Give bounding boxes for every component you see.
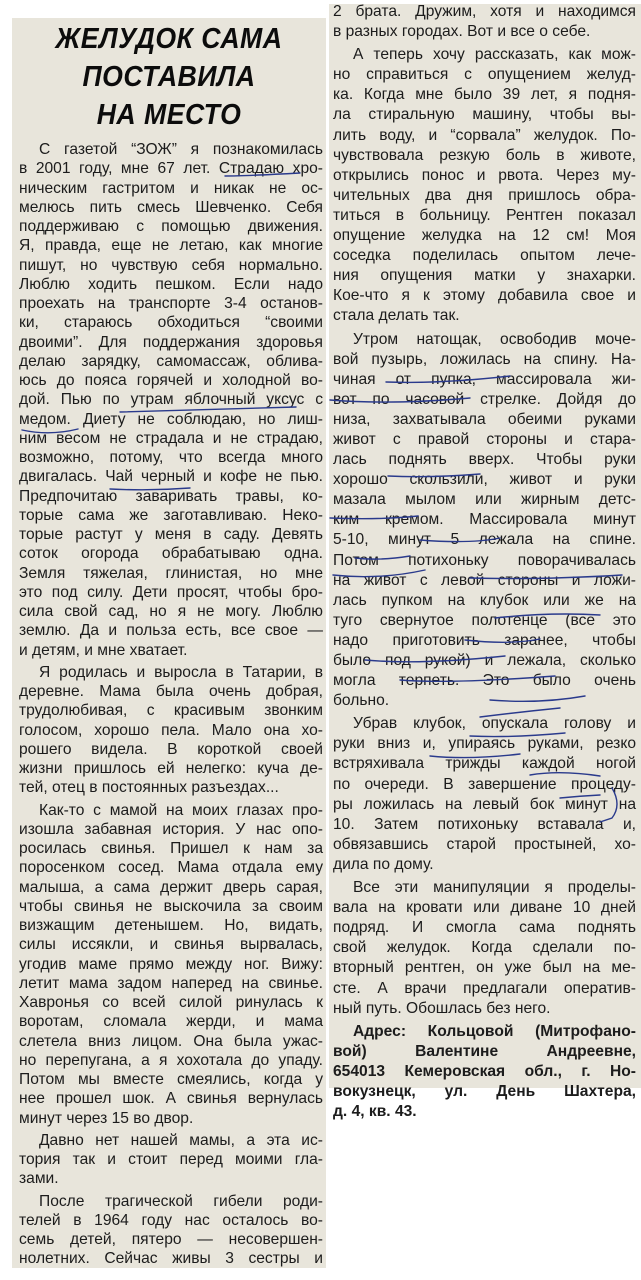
text-line: свой желудок. Когда сделали по- [333, 939, 636, 957]
text-line: ла стиральную машину, чтобы вы- [333, 106, 636, 124]
text-line: вторный рентген, он уже был на ме- [333, 959, 636, 977]
text-line: руки вниз и, упираясь руками, резко [333, 735, 636, 753]
article-paragraph [333, 714, 636, 875]
text-line: в разных городах. Вот и все о себе. [333, 23, 591, 41]
article-headline [25, 20, 314, 134]
text-line: лась поднять вверх. Чтобы руки [333, 451, 636, 469]
text-line: слетела вниз лицом. Она была ужас- [19, 1032, 323, 1050]
text-line: ки, стараюсь обходиться “своими [19, 314, 323, 332]
text-line: трудолюбивая, с красивым звонким [19, 702, 323, 720]
article-paragraph [19, 1131, 323, 1189]
text-line: А теперь хочу рассказать, как мож- [353, 46, 636, 64]
article-paragraph [333, 2, 636, 42]
text-line: туго свернутое полотенце (все это [333, 611, 636, 629]
text-line: подряд. И смогла сама поднять [333, 919, 636, 937]
text-line: д. 4, кв. 43. [333, 1103, 417, 1121]
text-line: низа, захватывала обеими руками [333, 410, 636, 428]
text-line: стала делать так. [333, 307, 460, 325]
text-line: вала на кровати или диване 10 дней [333, 899, 636, 917]
text-line: было под рукой) и лежала, сколько [333, 652, 636, 669]
text-line: вой) Валентине Андреевне, [333, 1042, 636, 1060]
text-line: двоими”. Для поддержания здоровья [19, 333, 323, 351]
text-line: сила свой сад, но я не могу. Люблю [19, 603, 323, 620]
headline-line: НА МЕСТО [96, 99, 242, 131]
text-line: надо приготовить заранее, чтобы [333, 631, 636, 649]
text-line: Хавронья со всей силой ринулась к [19, 994, 323, 1011]
text-line: нолетних. Сейчас живы 3 сестры и [19, 1250, 323, 1268]
text-line: встряхивала трижды каждой ногой [333, 755, 636, 773]
text-line: 2 брата. Дружим, хотя и находимся [333, 3, 636, 20]
text-line: деревне. Мама была очень добрая, [19, 683, 323, 700]
headline-line: ПОСТАВИЛА [82, 61, 256, 93]
text-line: землю. Да и польза есть, все свое — [19, 622, 323, 640]
text-line: лась пупком на клубок или же на [333, 591, 636, 609]
text-line: хорошо скользили, живот и руки [333, 471, 636, 489]
text-line: соток огорода обрабатываю одна. [19, 545, 323, 563]
text-line: нее прошел шок. А свинья вернулась [19, 1090, 323, 1108]
text-line: изошла забавная история. У нас опо- [19, 820, 323, 838]
article-column-right [333, 2, 636, 1125]
text-line: обвязавшись старой простыней, хо- [333, 835, 636, 853]
text-line: голосом, хорошо пела. Мало она хо- [19, 721, 323, 739]
text-line: ническим гастритом и никак не ос- [19, 179, 323, 197]
text-line: чительных два дня пришлось обра- [333, 186, 636, 204]
text-line: поросенком сосед. Мама отдала ему [19, 859, 323, 877]
text-line: юсь до пояса горячей и холодной во- [19, 372, 323, 389]
text-line: открылись понос и рвота. Через му- [333, 166, 636, 184]
text-line: титься в больницу. Рентген показал [333, 206, 636, 224]
text-line: по очереди. В завершение процеду- [333, 775, 636, 793]
article-paragraph [19, 801, 323, 1128]
text-line: минут через 15 во двор. [19, 1109, 194, 1127]
text-line: но перепугана, а я хохотала до упаду. [19, 1051, 323, 1069]
text-line: сте. А врачи предлагали оператив- [333, 979, 636, 997]
text-line: соседка поделилась опытом лече- [333, 247, 636, 265]
text-line: ким кремом. Массировала минут [333, 511, 636, 529]
text-line: Я, правда, еще не летаю, как многие [19, 237, 323, 255]
text-line: ним весом не страдала и не страдаю, [19, 429, 323, 447]
text-line: но справиться с опущением желуд- [333, 66, 636, 84]
text-line: пишут, но чувствую себя нормально. [19, 256, 323, 274]
text-line: рошего видела. В короткой своей [19, 740, 323, 758]
text-line: телей в 1964 году нас осталось во- [19, 1211, 323, 1229]
text-line: больно. [333, 692, 390, 710]
article-paragraph [333, 330, 636, 712]
text-line: ка. Когда мне было 39 лет, я подня- [333, 86, 636, 104]
text-line: После трагической гибели роди- [39, 1192, 323, 1210]
text-line: росилась свинья. Пришел к нам за [19, 840, 323, 857]
text-line: Потом потихоньку поворачивалась [333, 551, 636, 569]
text-line: и детям, и мне хватает. [19, 641, 188, 659]
headline-line: ЖЕЛУДОК САМА [55, 23, 283, 55]
text-line: силы иссякли, и свинья вырвалась, [19, 936, 323, 954]
text-line: ры ложилась на левый бок минут на [333, 795, 636, 813]
text-line: делаю зарядку, самомассаж, облива- [19, 352, 323, 370]
text-line: 5-10, минут 5 лежала на спине. [333, 531, 636, 549]
author-address-paragraph [333, 1022, 636, 1122]
text-line: визжащим детенышем. Но, видать, [19, 917, 323, 934]
article-paragraph [19, 140, 323, 660]
text-line: 10. Затем потихоньку вставала и, [333, 815, 636, 833]
text-line: угодив маме прямо между ног. Вижу: [19, 955, 323, 973]
text-line: Как-то с мамой на моих глазах про- [39, 801, 323, 819]
text-line: вокузнецк, ул. День Шахтера, [333, 1082, 636, 1100]
text-line: воротам, сломала жерди, и мама [19, 1013, 323, 1031]
text-line: ный путь. Обошлась без него. [333, 999, 551, 1017]
text-line: живот с правой стороны и стара- [333, 430, 636, 448]
text-line: торые сама же заготавливаю. Неко- [19, 506, 323, 524]
text-line: проехать на транспорте 3-4 останов- [19, 295, 323, 312]
text-line: в 2001 году, мне 67 лет. Страдаю хро- [19, 160, 323, 178]
text-line: дила по дому. [333, 855, 434, 873]
text-line: медом. Диету не соблюдаю, но лиш- [19, 410, 323, 428]
article-paragraph [19, 1192, 323, 1269]
text-line: Утром натощак, освободив моче- [353, 330, 636, 348]
text-line: Потом мы вместе смеялись, когда у [19, 1071, 323, 1088]
text-line: Кое-что я к этому добавила свое и [333, 287, 636, 305]
text-line: тория так и стоит перед моими гла- [19, 1151, 323, 1168]
text-line: Адрес: Кольцовой (Митрофано- [353, 1022, 636, 1040]
text-line: Предпочитаю заваривать травы, ко- [19, 487, 323, 505]
text-line: ния опущения матки у знахарки. [333, 267, 636, 285]
article-paragraph [333, 878, 636, 1019]
article-column-left [19, 140, 323, 1272]
text-line: двигалась. Чай черный и кофе не пью. [19, 468, 323, 486]
text-line: малыша, а сама держит дверь сарая, [19, 878, 323, 896]
text-line: семь детей, пятеро — несовершен- [19, 1231, 323, 1248]
text-line: жизни пришлось ей нелегко: куча де- [19, 760, 323, 777]
text-line: мелюсь пить смесь Шевченко. Себя [19, 198, 323, 216]
text-line: тей, отец в постоянных разъездах... [19, 779, 279, 797]
text-line: чиная от пупка, массировала жи- [333, 370, 636, 388]
text-line: мазала мылом или жирным детс- [333, 491, 636, 509]
text-line: Люблю ходить пешком. Если надо [19, 275, 323, 293]
text-line: лить воду, и “сорвала” желудок. По- [333, 126, 636, 144]
text-line: вой пузырь, ложилась на спину. На- [333, 350, 636, 368]
text-line: опущение желудка на 12 см! Моя [333, 227, 636, 245]
text-line: возможно, потому, что всегда много [19, 449, 323, 466]
text-line: Все эти манипуляции я проделы- [353, 879, 636, 897]
text-line: зами. [19, 1170, 59, 1188]
text-line: торые растут у меня в саду. Девять [19, 526, 323, 543]
article-paragraph [333, 45, 636, 326]
text-line: Я родилась и выросла в Татарии, в [39, 663, 323, 681]
text-line: Давно нет нашей мамы, а эта ис- [39, 1131, 323, 1149]
text-line: вот по часовой стрелке. Дойдя до [333, 390, 636, 408]
text-line: летит мама задом наперед на свинье. [19, 974, 323, 992]
text-line: дой. Пью по утрам яблочный уксус с [19, 391, 323, 409]
text-line: Земля тяжелая, глинистая, но мне [19, 564, 323, 582]
text-line: могла терпеть. Это было очень [333, 672, 636, 690]
text-line: это под силу. Дети просят, чтобы бро- [19, 583, 323, 601]
text-line: Убрав клубок, опускала голову и [353, 715, 636, 733]
text-line: чтобы свинья не выскочила за своим [19, 897, 323, 915]
article-paragraph [19, 663, 323, 798]
text-line: чувствовала резкую боль в животе, [333, 146, 636, 164]
text-line: С газетой “ЗОЖ” я познакомилась [39, 141, 323, 158]
text-line: поддерживаю с помощью движения. [19, 218, 323, 235]
text-line: на живот с левой стороны и ложи- [333, 571, 636, 589]
text-line: 654013 Кемеровская обл., г. Но- [333, 1062, 636, 1080]
